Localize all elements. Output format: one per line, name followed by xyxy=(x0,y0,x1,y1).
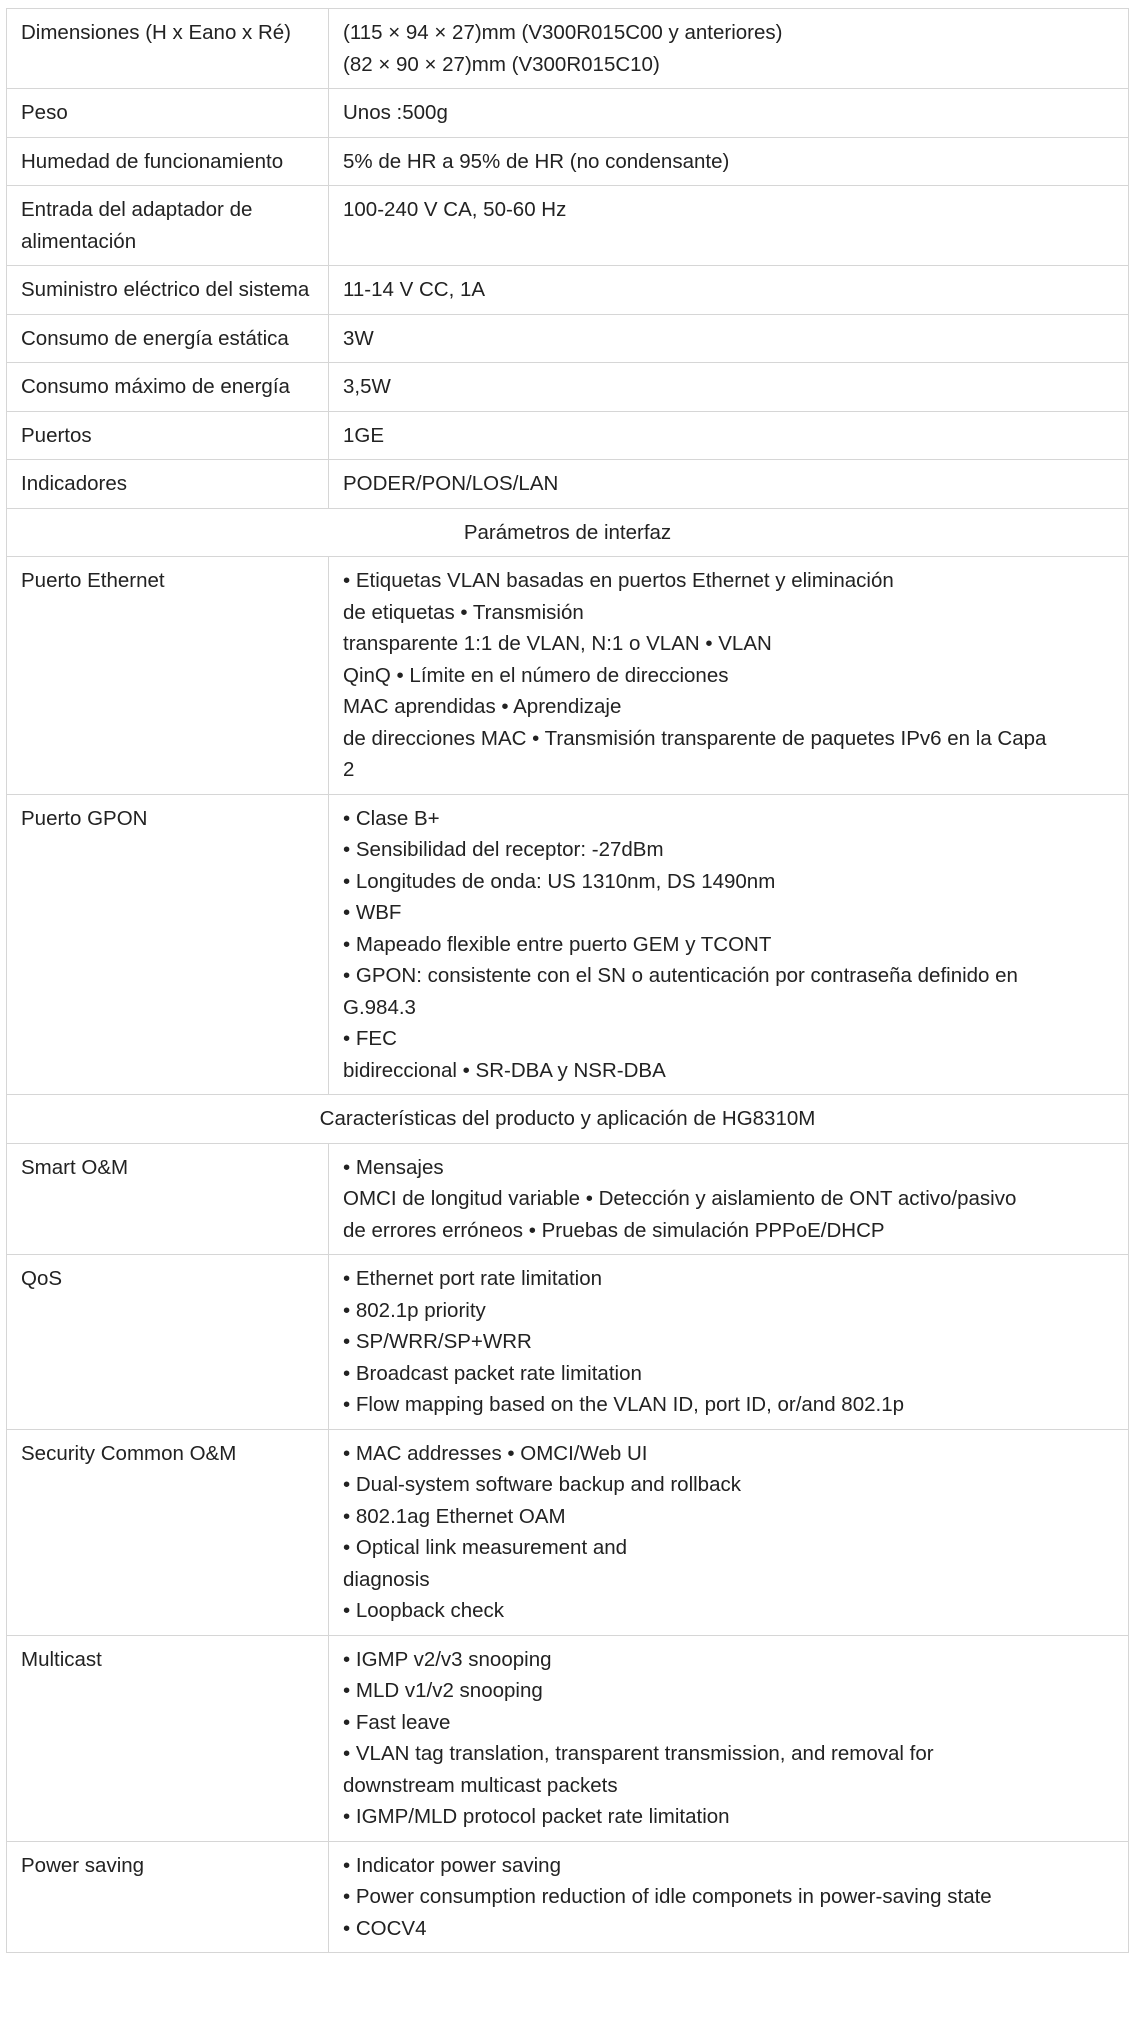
spec-value-line: • Fast leave xyxy=(343,1710,451,1734)
spec-row xyxy=(7,411,1129,460)
spec-value-line: QinQ • Límite en el número de direcciones xyxy=(343,663,729,687)
spec-value xyxy=(329,411,1129,460)
section-header: Características del producto y aplicación de HG8310M xyxy=(7,1095,1129,1144)
spec-row xyxy=(7,460,1129,509)
spec-row xyxy=(7,1143,1129,1255)
spec-row xyxy=(7,1255,1129,1430)
spec-value-line: • Loopback check xyxy=(343,1599,505,1622)
spec-value-line: • COCV4 xyxy=(343,1916,427,1940)
spec-label: Power saving xyxy=(7,1841,329,1953)
specifications-table-body xyxy=(7,9,1129,1953)
spec-value-line: • Sensibilidad del receptor: -27dBm xyxy=(343,838,664,861)
spec-value-line: • Optical link measurement and xyxy=(343,1536,628,1559)
spec-row xyxy=(7,363,1129,412)
spec-value-line: 5% de HR a 95% de HR (no condensante) xyxy=(343,149,730,173)
spec-value-line: • VLAN tag translation, transparent transmission, and removal for xyxy=(343,1742,934,1765)
spec-value-line: bidireccional • SR-DBA y NSR-DBA xyxy=(343,1058,666,1082)
specifications-table xyxy=(6,8,1129,1953)
spec-value xyxy=(329,460,1129,509)
spec-label: Indicadores xyxy=(7,460,329,509)
spec-row xyxy=(7,794,1129,1095)
spec-value-line: PODER/PON/LOS/LAN xyxy=(343,472,559,495)
spec-value-line: OMCI de longitud variable • Detección y aislamiento de ONT activo/pasivo xyxy=(343,1187,1017,1210)
spec-value-line: • IGMP/MLD protocol packet rate limitation xyxy=(343,1805,730,1828)
spec-value-line: • MLD v1/v2 snooping xyxy=(343,1679,543,1702)
spec-value-line: • Dual-system software backup and rollback xyxy=(343,1473,741,1496)
spec-value-line: • GPON: consistente con el SN o autenticación por contraseña definido en xyxy=(343,964,1018,987)
spec-value-line: • Mapeado flexible entre puerto GEM y TCONT xyxy=(343,932,772,956)
spec-value xyxy=(329,794,1129,1095)
spec-value-line: downstream multicast packets xyxy=(343,1773,618,1797)
spec-value-line: • Ethernet port rate limitation xyxy=(343,1267,602,1290)
spec-row xyxy=(7,137,1129,186)
spec-value-line: (82 × 90 × 27)mm (V300R015C10) xyxy=(343,52,660,76)
spec-value-line: transparente 1:1 de VLAN, N:1 o VLAN • VLAN xyxy=(343,632,772,655)
spec-value xyxy=(329,314,1129,363)
spec-value-line: de etiquetas • Transmisión xyxy=(343,600,584,624)
spec-value-line: • IGMP v2/v3 snooping xyxy=(343,1647,552,1671)
spec-value-line: G.984.3 xyxy=(343,995,416,1019)
spec-value-line: • 802.1p priority xyxy=(343,1298,486,1322)
spec-value-line: • Etiquetas VLAN basadas en puertos Ethernet y eliminación xyxy=(343,569,894,592)
spec-value xyxy=(329,363,1129,412)
spec-row xyxy=(7,266,1129,315)
spec-value-line: • Longitudes de onda: US 1310nm, DS 1490nm xyxy=(343,869,776,893)
section-header-row xyxy=(7,508,1129,557)
section-header-row xyxy=(7,1095,1129,1144)
spec-row xyxy=(7,1841,1129,1953)
spec-value-line: • 802.1ag Ethernet OAM xyxy=(343,1504,566,1528)
spec-label: Puerto Ethernet xyxy=(7,557,329,795)
spec-row xyxy=(7,1635,1129,1841)
spec-value xyxy=(329,89,1129,138)
spec-label: Puertos xyxy=(7,411,329,460)
spec-value xyxy=(329,137,1129,186)
spec-label: Multicast xyxy=(7,1635,329,1841)
spec-value-line: Unos :500g xyxy=(343,101,448,124)
spec-value-line: • Flow mapping based on the VLAN ID, port ID, or/and 802.1p xyxy=(343,1393,904,1416)
spec-value-line: de errores erróneos • Pruebas de simulación PPPoE/DHCP xyxy=(343,1218,885,1242)
spec-value-line: • Power consumption reduction of idle componets in power-saving state xyxy=(343,1885,992,1908)
spec-value xyxy=(329,1255,1129,1430)
spec-label: Peso xyxy=(7,89,329,138)
spec-label: Entrada del adaptador de alimentación xyxy=(7,186,329,266)
spec-value xyxy=(329,1143,1129,1255)
spec-row xyxy=(7,557,1129,795)
spec-value xyxy=(329,557,1129,795)
spec-value-line: • SP/WRR/SP+WRR xyxy=(343,1330,532,1353)
section-header: Parámetros de interfaz xyxy=(7,508,1129,557)
spec-value-line: • Clase B+ xyxy=(343,806,440,830)
spec-value xyxy=(329,1635,1129,1841)
spec-value-line: 3,5W xyxy=(343,375,391,398)
spec-label: Smart O&M xyxy=(7,1143,329,1255)
spec-value-line: 100-240 V CA, 50-60 Hz xyxy=(343,198,567,221)
spec-value-line: 3W xyxy=(343,326,374,350)
spec-label: Consumo de energía estática xyxy=(7,314,329,363)
spec-value-line: (115 × 94 × 27)mm (V300R015C00 y anteriores) xyxy=(343,21,783,44)
spec-row xyxy=(7,186,1129,266)
spec-value-line: de direcciones MAC • Transmisión transparente de paquetes IPv6 en la Capa xyxy=(343,726,1047,750)
spec-value xyxy=(329,186,1129,266)
spec-row xyxy=(7,1429,1129,1635)
spec-row xyxy=(7,89,1129,138)
spec-value-line: 11-14 V CC, 1A xyxy=(343,278,486,301)
spec-value-line: • WBF xyxy=(343,901,402,924)
spec-label: Suministro eléctrico del sistema xyxy=(7,266,329,315)
spec-value xyxy=(329,9,1129,89)
spec-value xyxy=(329,1429,1129,1635)
spec-value-line: • FEC xyxy=(343,1027,397,1050)
spec-value-line: MAC aprendidas • Aprendizaje xyxy=(343,695,622,718)
spec-value xyxy=(329,1841,1129,1953)
spec-label: Puerto GPON xyxy=(7,794,329,1095)
spec-value-line: 1GE xyxy=(343,423,385,447)
spec-row xyxy=(7,314,1129,363)
spec-label: Humedad de funcionamiento xyxy=(7,137,329,186)
spec-value-line: 2 xyxy=(343,758,355,781)
spec-value xyxy=(329,266,1129,315)
spec-label: QoS xyxy=(7,1255,329,1430)
spec-value-line: • Mensajes xyxy=(343,1155,444,1179)
spec-value-line: • Broadcast packet rate limitation xyxy=(343,1361,642,1385)
spec-label: Consumo máximo de energía xyxy=(7,363,329,412)
spec-label: Dimensiones (H x Eano x Ré) xyxy=(7,9,329,89)
spec-row xyxy=(7,9,1129,89)
spec-label: Security Common O&M xyxy=(7,1429,329,1635)
spec-value-line: diagnosis xyxy=(343,1567,430,1591)
spec-value-line: • Indicator power saving xyxy=(343,1853,561,1877)
spec-value-line: • MAC addresses • OMCI/Web UI xyxy=(343,1441,648,1465)
